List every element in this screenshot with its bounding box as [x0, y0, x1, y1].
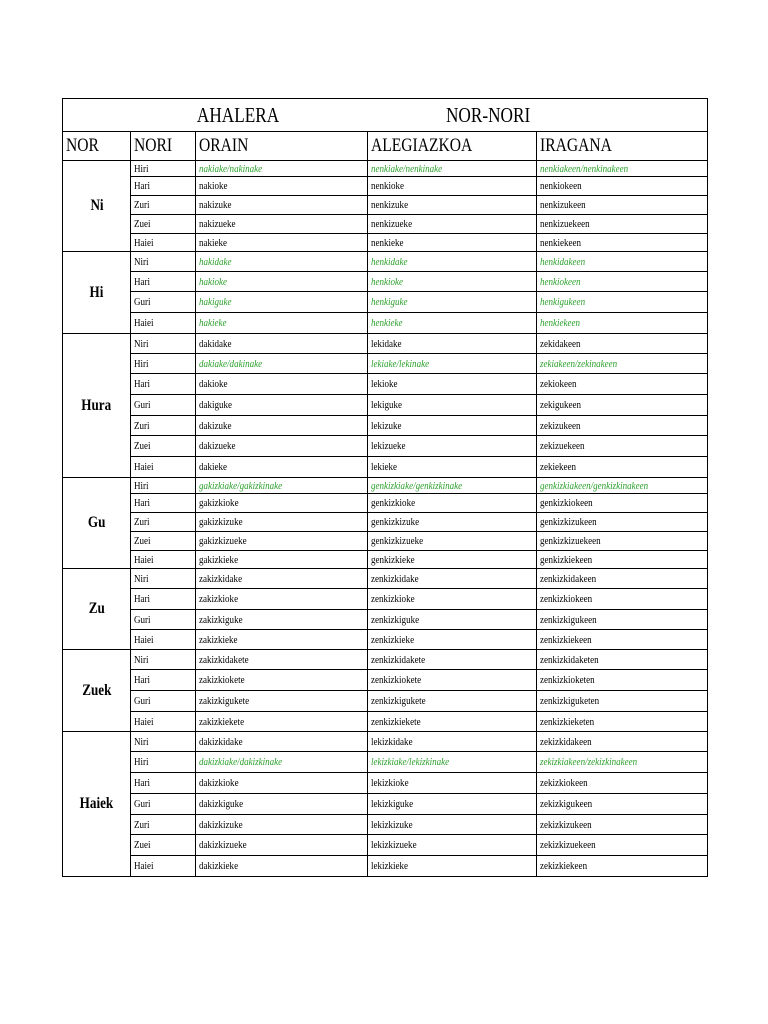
orain-cell: hakiguke — [196, 292, 368, 313]
nori-cell: Haiei — [131, 551, 196, 569]
orain-cell: zakizkiekete — [196, 712, 368, 732]
table-row — [63, 494, 708, 513]
header-iragana: IRAGANA — [537, 132, 708, 161]
iragana-cell: genkizkizukeen — [537, 513, 708, 532]
alegiazkoa-cell: nenkiake/nenkinake — [368, 161, 537, 177]
iragana-cell: genkizkiokeen — [537, 494, 708, 513]
table-row — [63, 773, 708, 794]
nori-cell: Niri — [131, 732, 196, 752]
orain-cell: dakizkiguke — [196, 794, 368, 815]
alegiazkoa-cell: genkizkizueke — [368, 532, 537, 551]
title-ahalera: AHALERA — [196, 102, 280, 127]
orain-cell: dakizkidake — [196, 732, 368, 752]
iragana-cell: zenkizkigukeen — [537, 610, 708, 630]
alegiazkoa-cell: henkiguke — [368, 292, 537, 313]
nori-cell: Zuri — [131, 416, 196, 436]
alegiazkoa-cell: lekizkizuke — [368, 815, 537, 835]
alegiazkoa-cell: nenkizuke — [368, 196, 537, 215]
orain-cell: nakizuke — [196, 196, 368, 215]
iragana-cell: zenkizkiguketen — [537, 691, 708, 712]
alegiazkoa-cell: genkizkizuke — [368, 513, 537, 532]
table-row — [63, 691, 708, 712]
alegiazkoa-cell: nenkioke — [368, 177, 537, 196]
orain-cell: dakizkioke — [196, 773, 368, 794]
iragana-cell: zekizkizukeen — [537, 815, 708, 835]
iragana-cell: henkiokeen — [537, 272, 708, 292]
nori-cell: Zuei — [131, 532, 196, 551]
alegiazkoa-cell: lekieke — [368, 457, 537, 478]
table-row — [63, 334, 708, 354]
orain-cell: dakidake — [196, 334, 368, 354]
nori-cell: Zuei — [131, 215, 196, 234]
alegiazkoa-cell: lekizkieke — [368, 856, 537, 877]
nori-cell: Guri — [131, 794, 196, 815]
nori-cell: Hari — [131, 494, 196, 513]
iragana-cell: henkidakeen — [537, 252, 708, 272]
conjugation-table — [62, 98, 708, 877]
orain-cell: zakizkidakete — [196, 650, 368, 670]
iragana-cell: zenkizkioketen — [537, 670, 708, 691]
table-row — [63, 856, 708, 877]
nori-cell: Guri — [131, 395, 196, 416]
alegiazkoa-cell: lekizkidake — [368, 732, 537, 752]
iragana-cell: zenkizkiokeen — [537, 589, 708, 610]
title-nor-nori: NOR-NORI — [446, 102, 531, 127]
header-alegiazkoa: ALEGIAZKOA — [368, 132, 537, 161]
orain-cell: gakizkizueke — [196, 532, 368, 551]
alegiazkoa-cell: lekiake/lekinake — [368, 354, 537, 374]
iragana-cell: zekizkigukeen — [537, 794, 708, 815]
alegiazkoa-cell: zenkizkidake — [368, 569, 537, 589]
orain-cell: dakizkiake/dakizkinake — [196, 752, 368, 773]
table-row — [63, 457, 708, 478]
nori-cell: Haiei — [131, 234, 196, 252]
orain-cell: hakidake — [196, 252, 368, 272]
iragana-cell: zekizkiekeen — [537, 856, 708, 877]
table-row — [63, 436, 708, 457]
nor-cell: Hura — [63, 334, 131, 478]
orain-cell: nakiake/nakinake — [196, 161, 368, 177]
alegiazkoa-cell: henkidake — [368, 252, 537, 272]
nori-cell: Zuei — [131, 436, 196, 457]
table-row — [63, 670, 708, 691]
table-row — [63, 272, 708, 292]
nori-cell: Hiri — [131, 478, 196, 494]
alegiazkoa-cell: lekizkiake/lekizkinake — [368, 752, 537, 773]
orain-cell: gakizkizuke — [196, 513, 368, 532]
header-nori: NORI — [131, 132, 196, 161]
iragana-cell: nenkiokeen — [537, 177, 708, 196]
nori-cell: Hiri — [131, 354, 196, 374]
table-row — [63, 650, 708, 670]
iragana-cell: zenkizkieketen — [537, 712, 708, 732]
alegiazkoa-cell: genkizkiake/genkizkinake — [368, 478, 537, 494]
iragana-cell: genkizkiekeen — [537, 551, 708, 569]
orain-cell: dakizkizueke — [196, 835, 368, 856]
alegiazkoa-cell: lekioke — [368, 374, 537, 395]
iragana-cell: genkizkiakeen/genkizkinakeen — [537, 478, 708, 494]
orain-cell: dakizkieke — [196, 856, 368, 877]
iragana-cell: nenkizukeen — [537, 196, 708, 215]
table-row — [63, 313, 708, 334]
iragana-cell: zenkizkidaketen — [537, 650, 708, 670]
orain-cell: gakizkioke — [196, 494, 368, 513]
table-row — [63, 752, 708, 773]
table-row — [63, 196, 708, 215]
orain-cell: gakizkiake/gakizkinake — [196, 478, 368, 494]
alegiazkoa-cell: lekizueke — [368, 436, 537, 457]
table-row — [63, 177, 708, 196]
iragana-cell: nenkizuekeen — [537, 215, 708, 234]
iragana-cell: zekizkiokeen — [537, 773, 708, 794]
orain-cell: zakizkiguke — [196, 610, 368, 630]
iragana-cell: nenkiekeen — [537, 234, 708, 252]
orain-cell: dakioke — [196, 374, 368, 395]
iragana-cell: zekizkidakeen — [537, 732, 708, 752]
orain-cell: dakiake/dakinake — [196, 354, 368, 374]
iragana-cell: zekizukeen — [537, 416, 708, 436]
nor-cell: Gu — [63, 478, 131, 569]
nori-cell: Hiri — [131, 752, 196, 773]
header-row — [63, 132, 708, 161]
nori-cell: Haiei — [131, 856, 196, 877]
nori-cell: Hari — [131, 272, 196, 292]
table-row — [63, 815, 708, 835]
alegiazkoa-cell: lekizkizueke — [368, 835, 537, 856]
nori-cell: Niri — [131, 650, 196, 670]
nori-cell: Haiei — [131, 313, 196, 334]
table-row — [63, 835, 708, 856]
nori-cell: Guri — [131, 610, 196, 630]
iragana-cell: zekizkiakeen/zekizkinakeen — [537, 752, 708, 773]
orain-cell: hakioke — [196, 272, 368, 292]
table-row — [63, 589, 708, 610]
title-cell — [63, 99, 708, 132]
alegiazkoa-cell: zenkizkigukete — [368, 691, 537, 712]
nori-cell: Zuei — [131, 835, 196, 856]
table-row — [63, 234, 708, 252]
iragana-cell: zekigukeen — [537, 395, 708, 416]
orain-cell: zakizkiokete — [196, 670, 368, 691]
iragana-cell: zekizkizuekeen — [537, 835, 708, 856]
alegiazkoa-cell: zenkizkiekete — [368, 712, 537, 732]
orain-cell: gakizkieke — [196, 551, 368, 569]
nori-cell: Zuri — [131, 196, 196, 215]
title-row — [63, 99, 708, 132]
table-row — [63, 513, 708, 532]
iragana-cell: nenkiakeen/nenkinakeen — [537, 161, 708, 177]
orain-cell: nakizueke — [196, 215, 368, 234]
alegiazkoa-cell: henkieke — [368, 313, 537, 334]
alegiazkoa-cell: zenkizkioke — [368, 589, 537, 610]
table-row — [63, 215, 708, 234]
alegiazkoa-cell: lekidake — [368, 334, 537, 354]
orain-cell: dakizuke — [196, 416, 368, 436]
nor-cell: Hi — [63, 252, 131, 334]
alegiazkoa-cell: zenkizkiguke — [368, 610, 537, 630]
nori-cell: Hari — [131, 773, 196, 794]
nori-cell: Hari — [131, 374, 196, 395]
alegiazkoa-cell: lekizkiguke — [368, 794, 537, 815]
nor-cell: Zuek — [63, 650, 131, 732]
iragana-cell: zekizuekeen — [537, 436, 708, 457]
nor-cell: Haiek — [63, 732, 131, 877]
orain-cell: zakizkieke — [196, 630, 368, 650]
table-row — [63, 395, 708, 416]
iragana-cell: henkigukeen — [537, 292, 708, 313]
header-nor: NOR — [63, 132, 131, 161]
nori-cell: Haiei — [131, 630, 196, 650]
alegiazkoa-cell: lekiguke — [368, 395, 537, 416]
iragana-cell: zekiekeen — [537, 457, 708, 478]
nori-cell: Niri — [131, 334, 196, 354]
nori-cell: Guri — [131, 292, 196, 313]
nori-cell: Niri — [131, 569, 196, 589]
nori-cell: Haiei — [131, 457, 196, 478]
nori-cell: Niri — [131, 252, 196, 272]
iragana-cell: zekiokeen — [537, 374, 708, 395]
alegiazkoa-cell: genkizkioke — [368, 494, 537, 513]
table-row — [63, 794, 708, 815]
iragana-cell: zenkizkiekeen — [537, 630, 708, 650]
alegiazkoa-cell: zenkizkiokete — [368, 670, 537, 691]
orain-cell: nakieke — [196, 234, 368, 252]
alegiazkoa-cell: nenkizueke — [368, 215, 537, 234]
nor-cell: Zu — [63, 569, 131, 650]
nori-cell: Haiei — [131, 712, 196, 732]
table-row — [63, 416, 708, 436]
orain-cell: zakizkidake — [196, 569, 368, 589]
nori-cell: Hari — [131, 670, 196, 691]
nor-cell: Ni — [63, 161, 131, 252]
table-row — [63, 630, 708, 650]
alegiazkoa-cell: genkizkieke — [368, 551, 537, 569]
nori-cell: Zuri — [131, 815, 196, 835]
alegiazkoa-cell: lekizkioke — [368, 773, 537, 794]
orain-cell: dakizueke — [196, 436, 368, 457]
table-row — [63, 252, 708, 272]
iragana-cell: genkizkizuekeen — [537, 532, 708, 551]
nori-cell: Guri — [131, 691, 196, 712]
iragana-cell: zekidakeen — [537, 334, 708, 354]
table-row — [63, 732, 708, 752]
orain-cell: dakieke — [196, 457, 368, 478]
orain-cell: dakiguke — [196, 395, 368, 416]
table-row — [63, 478, 708, 494]
orain-cell: zakizkigukete — [196, 691, 368, 712]
alegiazkoa-cell: lekizuke — [368, 416, 537, 436]
nori-cell: Zuri — [131, 513, 196, 532]
table-row — [63, 610, 708, 630]
orain-cell: zakizkioke — [196, 589, 368, 610]
table-row — [63, 374, 708, 395]
alegiazkoa-cell: zenkizkieke — [368, 630, 537, 650]
iragana-cell: zekiakeen/zekinakeen — [537, 354, 708, 374]
nori-cell: Hari — [131, 589, 196, 610]
orain-cell: hakieke — [196, 313, 368, 334]
table-row — [63, 712, 708, 732]
table-row — [63, 569, 708, 589]
orain-cell: dakizkizuke — [196, 815, 368, 835]
header-orain: ORAIN — [196, 132, 368, 161]
iragana-cell: henkiekeen — [537, 313, 708, 334]
alegiazkoa-cell: henkioke — [368, 272, 537, 292]
alegiazkoa-cell: nenkieke — [368, 234, 537, 252]
table-body — [63, 161, 708, 877]
table-row — [63, 532, 708, 551]
orain-cell: nakioke — [196, 177, 368, 196]
table-row — [63, 551, 708, 569]
table-row — [63, 161, 708, 177]
nori-cell: Hari — [131, 177, 196, 196]
nori-cell: Hiri — [131, 161, 196, 177]
iragana-cell: zenkizkidakeen — [537, 569, 708, 589]
table-row — [63, 292, 708, 313]
alegiazkoa-cell: zenkizkidakete — [368, 650, 537, 670]
table-row — [63, 354, 708, 374]
